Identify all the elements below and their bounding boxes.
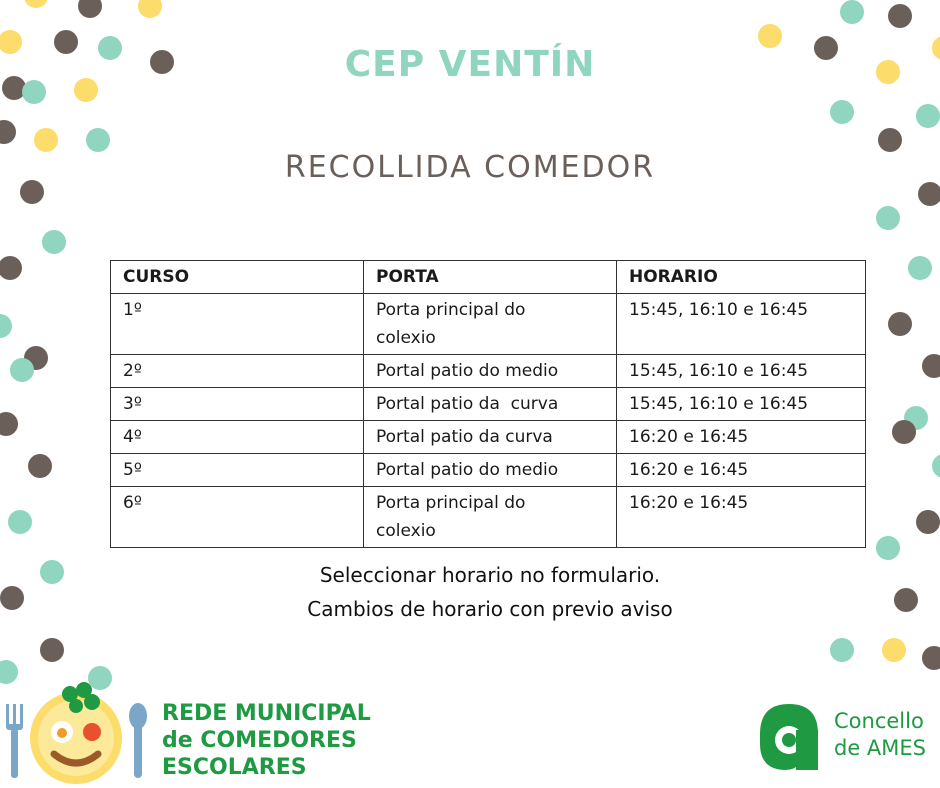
table-row [111,355,866,388]
cell-horario: 15:45, 16:10 e 16:45 [617,388,866,421]
porta-line: Porta principal do [376,493,526,513]
cell-horario: 15:45, 16:10 e 16:45 [617,294,866,355]
cell-horario: 16:20 e 16:45 [617,487,866,548]
brand-line-3: ESCOLARES [162,755,307,780]
notes [0,558,940,626]
page-subtitle: RECOLLIDA COMEDOR [284,150,656,185]
header-curso: CURSO [111,261,364,294]
cell-curso: 1º [111,294,364,355]
note-line-1: Seleccionar horario no formulario. [319,563,661,587]
table-row [111,388,866,421]
cell-curso: 6º [111,487,364,548]
porta-line: Porta principal do [376,300,526,320]
porta-line: colexio [376,328,436,348]
brand-line-1: REDE MUNICIPAL [162,701,371,726]
concello-line-2: de AMES [834,736,927,760]
header-porta: PORTA [364,261,617,294]
cell-horario: 16:20 e 16:45 [617,454,866,487]
cell-curso: 4º [111,421,364,454]
cell-porta: Portal patio do medio [364,355,617,388]
cell-porta: Portal patio da curva [364,388,617,421]
cell-porta: Portal patio do medio [364,454,617,487]
cell-porta [364,294,617,355]
porta-line: colexio [376,521,436,541]
table-row [111,294,866,355]
cell-porta: Portal patio da curva [364,421,617,454]
cell-curso: 5º [111,454,364,487]
cell-curso: 3º [111,388,364,421]
table-row [111,421,866,454]
cell-horario: 15:45, 16:10 e 16:45 [617,355,866,388]
table-row [111,487,866,548]
cell-porta [364,487,617,548]
schedule-table [110,260,866,548]
brand-line-2: de COMEDORES [162,728,357,753]
fork-icon [6,704,23,778]
concello-line-1: Concello [834,709,924,733]
note-line-2: Cambios de horario con previo aviso [307,597,673,621]
table-header-row [111,261,866,294]
cell-horario: 16:20 e 16:45 [617,421,866,454]
rede-municipal-brand [162,700,371,781]
page-title: CEP VENTÍN [344,44,596,85]
concello-ames-logo-icon [756,700,822,772]
header-horario: HORARIO [617,261,866,294]
cell-curso: 2º [111,355,364,388]
concello-ames-brand [834,708,926,762]
spoon-icon [129,703,147,778]
table-row [111,454,866,487]
